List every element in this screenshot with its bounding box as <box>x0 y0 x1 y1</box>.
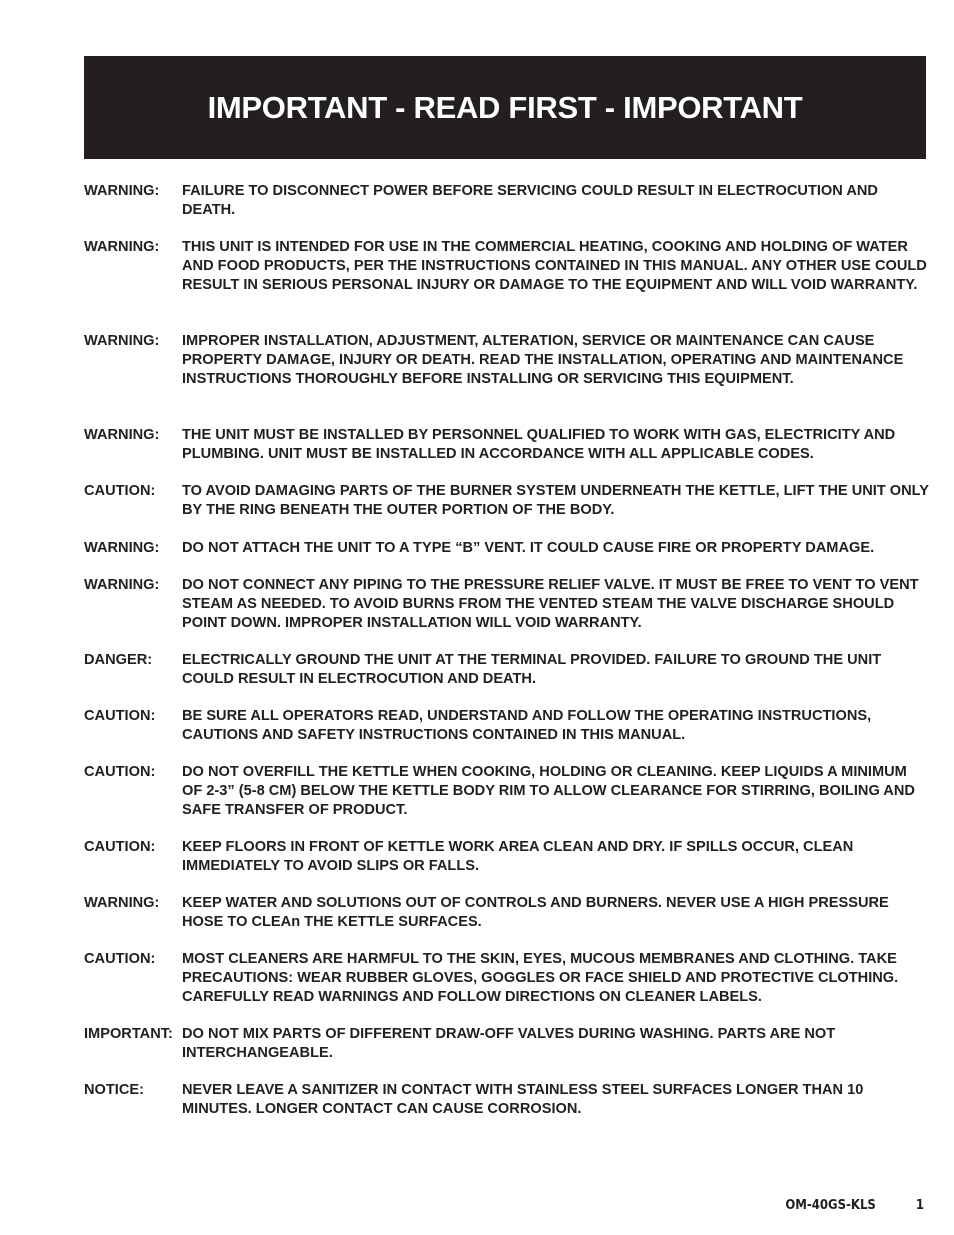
notice-text: KEEP WATER AND SOLUTIONS OUT OF CONTROLS AND BURNERS. NEVER USE A HIGH PRESSURE HOSE TO CLEAn THE KETTLE SURFACES. <box>182 895 889 930</box>
notice-label: WARNING: <box>84 895 160 911</box>
notice-item <box>84 182 930 220</box>
notice-label: CAUTION: <box>84 951 156 967</box>
notice-text: NEVER LEAVE A SANITIZER IN CONTACT WITH STAINLESS STEEL SURFACES LONGER THAN 10 MINUTES. LONGER CONTACT CAN CAUSE CORROSION. <box>182 1082 864 1117</box>
notice-label: WARNING: <box>84 540 160 556</box>
notice-label: WARNING: <box>84 577 160 593</box>
notice-label: IMPORTANT: <box>84 1026 173 1042</box>
notice-item <box>84 426 930 464</box>
notice-text: FAILURE TO DISCONNECT POWER BEFORE SERVICING COULD RESULT IN ELECTROCUTION AND DEATH. <box>182 183 878 218</box>
notice-text: BE SURE ALL OPERATORS READ, UNDERSTAND AND FOLLOW THE OPERATING INSTRUCTIONS, CAUTIONS AND SAFETY INSTRUCTIONS CONTAINED IN THIS MANUAL. <box>182 708 872 743</box>
notice-label: NOTICE: <box>84 1082 144 1098</box>
notice-text: MOST CLEANERS ARE HARMFUL TO THE SKIN, EYES, MUCOUS MEMBRANES AND CLOTHING. TAKE PRECAUTIONS: WEAR RUBBER GLOVES, GOGGLES OR FACE SHIELD AND PROTECTIVE CLOTHING. CAREFULLY READ WARNINGS AND FOLLOW DIRECTIONS ON CLEANER LABELS. <box>182 951 899 1005</box>
notice-label: CAUTION: <box>84 764 156 780</box>
notice-text: DO NOT CONNECT ANY PIPING TO THE PRESSURE RELIEF VALVE. IT MUST BE FREE TO VENT TO VENT STEAM AS NEEDED. TO AVOID BURNS FROM THE VENTED STEAM THE VALVE DISCHARGE SHOULD POINT DOWN. IMPROPER INSTALLATION WILL VOID WARRANTY. <box>182 577 919 631</box>
notice-text: THE UNIT MUST BE INSTALLED BY PERSONNEL QUALIFIED TO WORK WITH GAS, ELECTRICITY AND PLUMBING. UNIT MUST BE INSTALLED IN ACCORDANCE WITH ALL APPLICABLE CODES. <box>182 427 896 462</box>
notice-label: CAUTION: <box>84 839 156 855</box>
notice-text: DO NOT MIX PARTS OF DIFFERENT DRAW-OFF VALVES DURING WASHING. PARTS ARE NOT INTERCHANGEABLE. <box>182 1026 836 1061</box>
notice-item <box>84 238 930 294</box>
notice-text: DO NOT ATTACH THE UNIT TO A TYPE “B” VENT. IT COULD CAUSE FIRE OR PROPERTY DAMAGE. <box>182 540 875 556</box>
page-footer <box>785 1198 924 1213</box>
notice-text: DO NOT OVERFILL THE KETTLE WHEN COOKING, HOLDING OR CLEANING. KEEP LIQUIDS A MINIMUM OF 2-3” (5-8 CM) BELOW THE KETTLE BODY RIM TO ALLOW CLEARANCE FOR STIRRING, BOILING AND SAFE TRANSFER OF PRODUCT. <box>182 764 915 818</box>
notice-label: WARNING: <box>84 183 160 199</box>
notice-label: CAUTION: <box>84 708 156 724</box>
notice-text: KEEP FLOORS IN FRONT OF KETTLE WORK AREA CLEAN AND DRY. IF SPILLS OCCUR, CLEAN IMMEDIATELY TO AVOID SLIPS OR FALLS. <box>182 839 854 874</box>
header-banner <box>84 56 926 159</box>
notice-label: WARNING: <box>84 239 160 255</box>
page-title: IMPORTANT - READ FIRST - IMPORTANT <box>207 89 803 125</box>
notice-item <box>84 707 930 745</box>
notice-label: CAUTION: <box>84 483 156 499</box>
notice-text: TO AVOID DAMAGING PARTS OF THE BURNER SYSTEM UNDERNEATH THE KETTLE, LIFT THE UNIT ONLY BY THE RING BENEATH THE OUTER PORTION OF THE BODY. <box>182 483 929 518</box>
notice-item <box>84 763 930 819</box>
notice-item <box>84 332 930 388</box>
page-number: 1 <box>915 1198 924 1213</box>
notice-item <box>84 838 930 876</box>
document-code: OM-40GS-KLS <box>785 1198 876 1213</box>
notice-label: DANGER: <box>84 652 153 668</box>
notice-item <box>84 651 930 689</box>
notice-item <box>84 894 930 932</box>
notice-item <box>84 482 930 520</box>
notice-item <box>84 576 930 632</box>
notice-item <box>84 1081 930 1119</box>
notice-label: WARNING: <box>84 427 160 443</box>
notice-item <box>84 539 930 558</box>
notice-item <box>84 950 930 1006</box>
notice-text: ELECTRICALLY GROUND THE UNIT AT THE TERMINAL PROVIDED. FAILURE TO GROUND THE UNIT COULD RESULT IN ELECTROCUTION AND DEATH. <box>182 652 882 687</box>
notice-item <box>84 1025 930 1063</box>
notice-text: IMPROPER INSTALLATION, ADJUSTMENT, ALTERATION, SERVICE OR MAINTENANCE CAN CAUSE PROPERTY DAMAGE, INJURY OR DEATH. READ THE INSTALLATION, OPERATING AND MAINTENANCE INSTRUCTIONS THOROUGHLY BEFORE INSTALLING OR SERVICING THIS EQUIPMENT. <box>182 333 904 387</box>
notice-label: WARNING: <box>84 333 160 349</box>
notice-text: THIS UNIT IS INTENDED FOR USE IN THE COMMERCIAL HEATING, COOKING AND HOLDING OF WATER AND FOOD PRODUCTS, PER THE INSTRUCTIONS CONTAINED IN THIS MANUAL. ANY OTHER USE COULD RESULT IN SERIOUS PERSONAL INJURY OR DAMAGE TO THE EQUIPMENT AND WILL VOID WARRANTY. <box>182 239 927 293</box>
